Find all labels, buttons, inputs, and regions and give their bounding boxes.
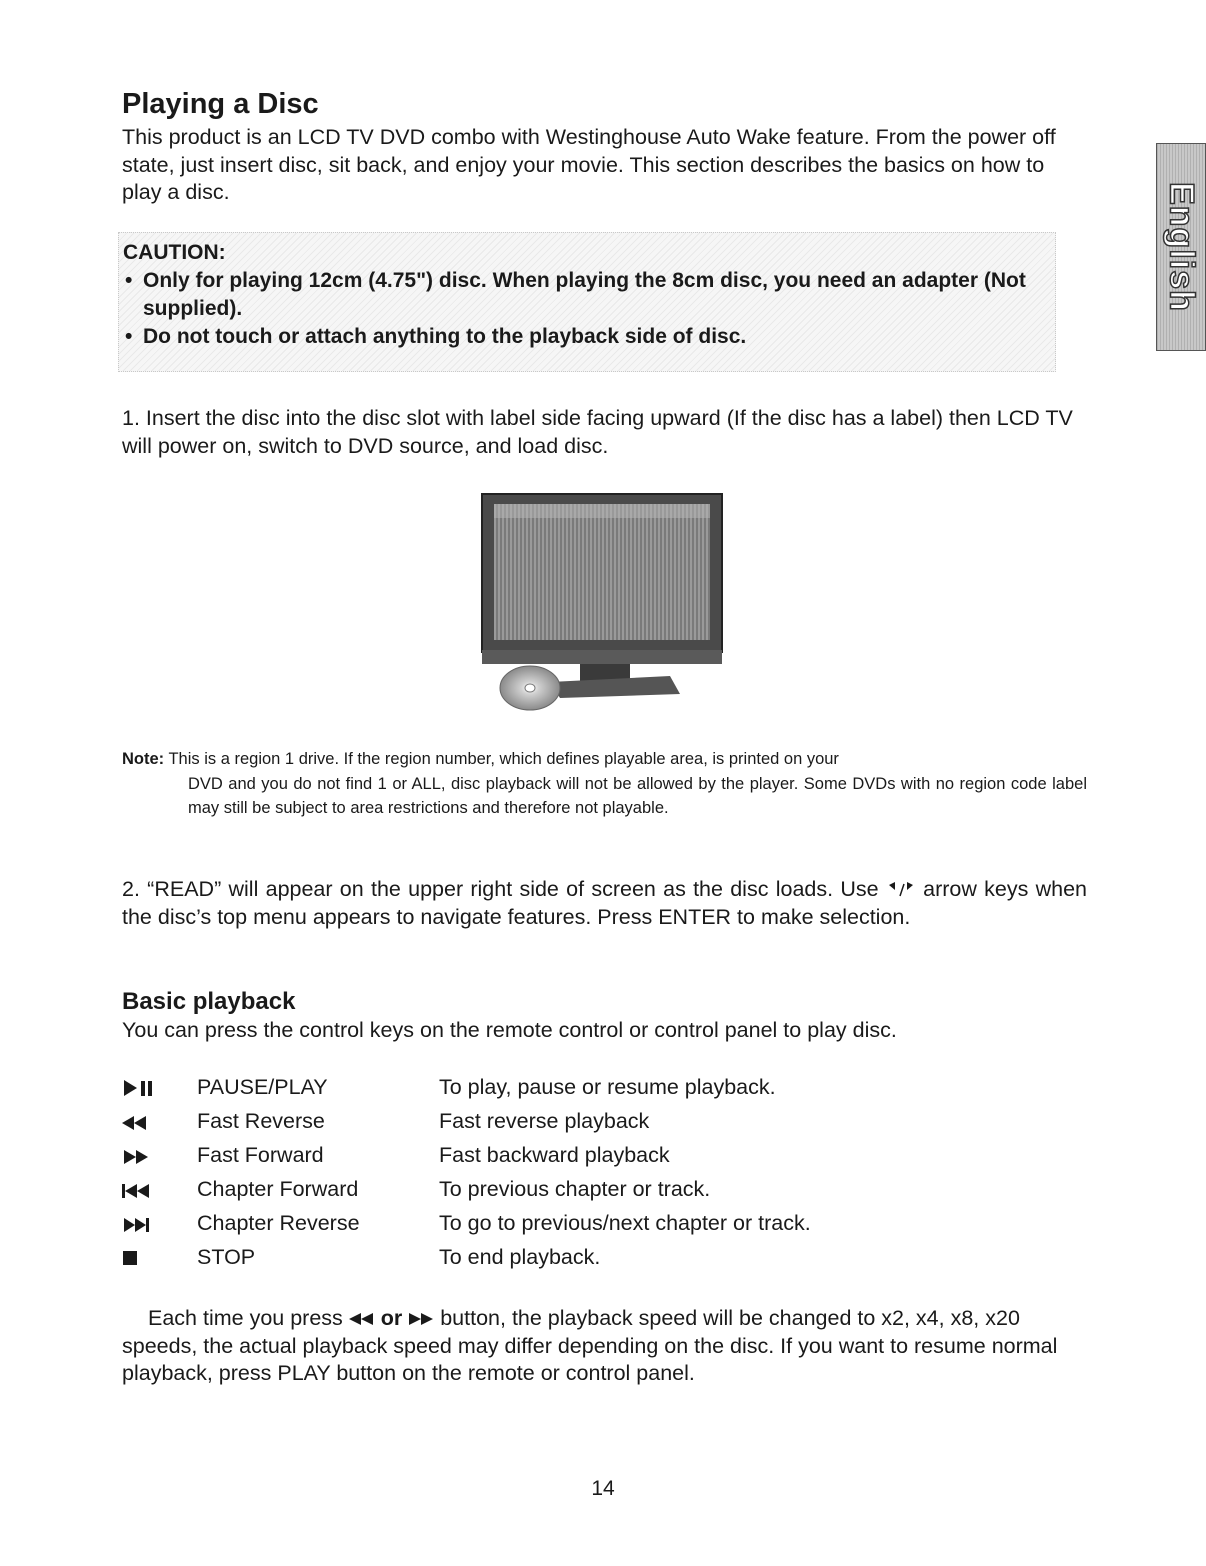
control-description: To end playback. (439, 1245, 601, 1269)
control-description: To previous chapter or track. (439, 1177, 711, 1201)
note-block (122, 747, 1087, 821)
note-body: DVD and you do not find 1 or ALL, disc playback will not be allowed by the player. Some DVDs with no region code label may still be subject to area restrictions and therefore not playable. (188, 774, 1087, 817)
tv-illustration (480, 484, 732, 712)
control-row (122, 1242, 1087, 1276)
speed-text-end: button, the playback speed will be changed to x2, x4, x8, x20 speeds, the actual playback speed may differ depending on the disc. If you want to resume normal playback, press PLAY button on the remote or control panel. (122, 1306, 1058, 1385)
intro-paragraph: This product is an LCD TV DVD combo with Westinghouse Auto Wake feature. From the power off state, just insert disc, sit back, and enjoy your movie. This section describes the basics on how to play a disc. (122, 125, 1056, 204)
fast-reverse-icon (349, 1311, 375, 1327)
page-title: Playing a Disc (122, 88, 319, 120)
controls-list (122, 1072, 1087, 1276)
control-row (122, 1208, 1087, 1242)
control-name: STOP (197, 1245, 256, 1269)
speed-text-start: Each time you press (148, 1306, 343, 1330)
language-tab-label: English (1162, 182, 1201, 312)
step-2-text-end: arrow keys when the disc’s top menu appears to navigate features. Press ENTER to make selection. (122, 877, 1087, 929)
fast-forward-icon (122, 1146, 176, 1166)
control-description: To go to previous/next chapter or track. (439, 1211, 811, 1235)
note-label: Note: (122, 750, 165, 768)
control-description: To play, pause or resume playback. (439, 1075, 776, 1099)
control-row (122, 1140, 1087, 1174)
caution-box (118, 232, 1056, 372)
caution-title: CAUTION: (123, 241, 226, 264)
caution-list (123, 267, 1055, 351)
language-tab (1156, 143, 1206, 351)
control-name: Fast Forward (197, 1143, 324, 1167)
play-pause-icon (122, 1078, 176, 1098)
control-description: Fast backward playback (439, 1143, 670, 1167)
section-heading: Basic playback (122, 988, 296, 1015)
control-row (122, 1174, 1087, 1208)
speed-or: or (380, 1306, 403, 1330)
left-right-arrow-icon (886, 882, 916, 898)
fast-forward-icon (408, 1311, 434, 1327)
caution-item: • Do not touch or attach anything to the playback side of disc. (123, 323, 1055, 351)
speed-paragraph (122, 1305, 1087, 1388)
next-chapter-icon (122, 1214, 176, 1234)
step-2-paragraph (122, 876, 1087, 931)
control-row (122, 1106, 1087, 1140)
step-2-text-start: 2. “READ” will appear on the upper right side of screen as the disc loads. Use (122, 877, 879, 901)
control-row (122, 1072, 1087, 1106)
control-name: Chapter Forward (197, 1177, 359, 1201)
control-name: Chapter Reverse (197, 1211, 360, 1235)
control-name: PAUSE/PLAY (197, 1075, 328, 1099)
page-number: 14 (591, 1477, 615, 1500)
control-description: Fast reverse playback (439, 1109, 650, 1133)
previous-chapter-icon (122, 1180, 176, 1200)
fast-reverse-icon (122, 1112, 176, 1132)
caution-item: • Only for playing 12cm (4.75") disc. When playing the 8cm disc, you need an adapter (Not supplied). (123, 267, 1055, 323)
stop-icon (122, 1248, 176, 1268)
step-1-paragraph: 1. Insert the disc into the disc slot with label side facing upward (If the disc has a label) then LCD TV will power on, switch to DVD source, and load disc. (122, 406, 1073, 458)
section-intro: You can press the control keys on the remote control or control panel to play disc. (122, 1018, 897, 1042)
control-name: Fast Reverse (197, 1109, 325, 1133)
note-line-1: This is a region 1 drive. If the region number, which defines playable area, is printed on your (168, 750, 839, 768)
note-first-line (122, 747, 1087, 772)
